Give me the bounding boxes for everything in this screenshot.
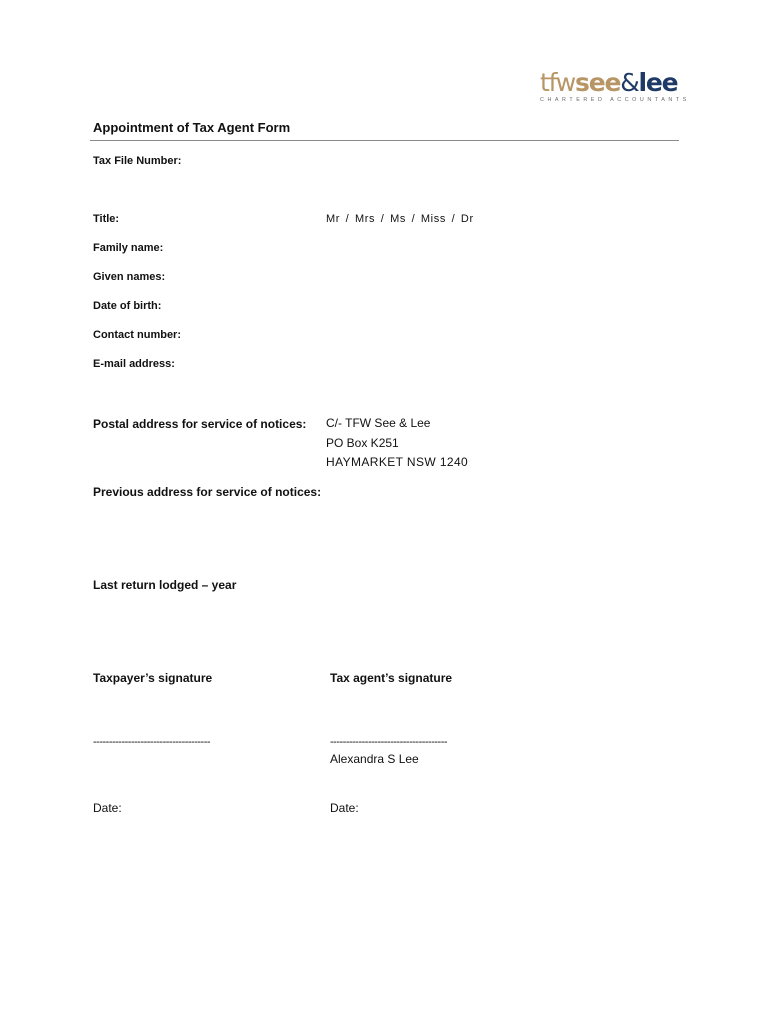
title-label: Title:: [93, 213, 120, 225]
family-name-label: Family name:: [93, 242, 164, 254]
postal-line-2: PO Box K251: [326, 435, 399, 450]
taxpayer-signature-label: Taxpayer’s signature: [93, 671, 213, 685]
given-names-label: Given names:: [93, 271, 166, 283]
postal-address-label: Postal address for service of notices:: [93, 417, 307, 431]
dob-label: Date of birth:: [93, 300, 162, 312]
logo-tagline: CHARTERED ACCOUNTANTS: [540, 97, 690, 103]
postal-line-3: HAYMARKET NSW 1240: [326, 455, 469, 469]
agent-date-label: Date:: [330, 801, 359, 815]
previous-address-label: Previous address for service of notices:: [93, 485, 322, 499]
last-return-label: Last return lodged – year: [93, 578, 237, 592]
contact-number-label: Contact number:: [93, 329, 181, 341]
agent-signature-label: Tax agent’s signature: [330, 671, 453, 685]
logo-wordmark: tfwsee&lee: [540, 68, 678, 97]
form-title: Appointment of Tax Agent Form: [93, 120, 291, 135]
email-label: E-mail address:: [93, 358, 175, 370]
title-divider: [90, 140, 679, 141]
agent-name: Alexandra S Lee: [330, 752, 419, 766]
postal-address-block: [326, 414, 468, 473]
postal-line-1: C/- TFW See & Lee: [326, 416, 431, 430]
tfn-label: Tax File Number:: [93, 155, 182, 167]
taxpayer-signature-line: -------------------------------------: [93, 736, 211, 748]
company-logo: [540, 70, 690, 103]
agent-signature-line: -------------------------------------: [330, 736, 448, 748]
taxpayer-date-label: Date:: [93, 801, 122, 815]
title-options: Mr / Mrs / Ms / Miss / Dr: [326, 213, 474, 225]
